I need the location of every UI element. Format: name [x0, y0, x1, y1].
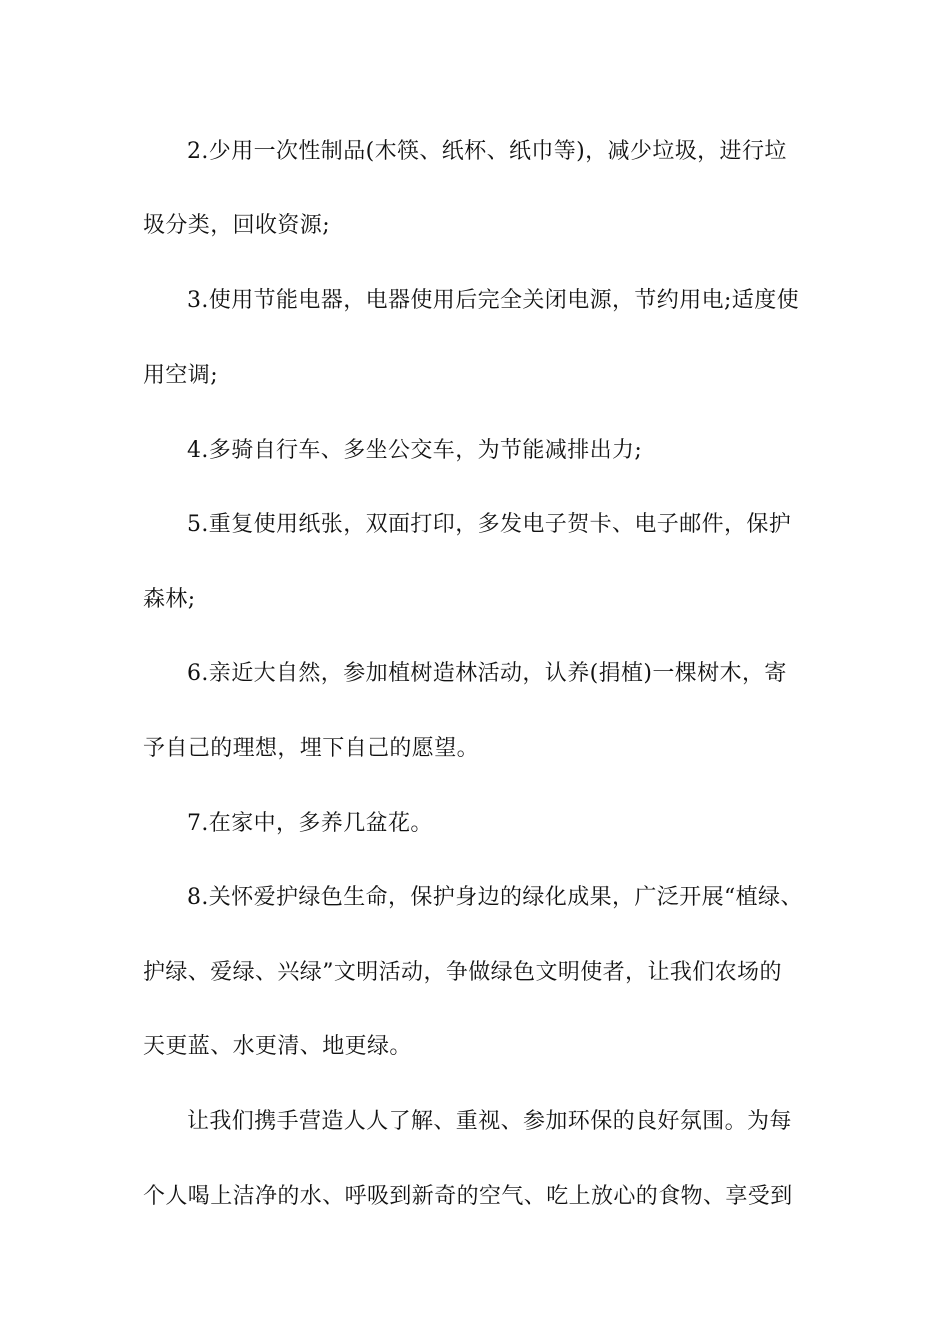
- text-line: 用空调;: [143, 363, 219, 388]
- text-line: 7.在家中，多养几盆花。: [187, 811, 433, 836]
- text-line: 8.关怀爱护绿色生命，保护身边的绿化成果，广泛开展“植绿、: [187, 885, 803, 910]
- text-line: 圾分类，回收资源;: [143, 213, 331, 238]
- text-line: 4.多骑自行车、多坐公交车，为节能减排出力;: [187, 438, 643, 463]
- text-line: 予自己的理想，埋下自己的愿望。: [143, 736, 480, 761]
- text-line: 3.使用节能电器，电器使用后完全关闭电源，节约用电;适度使: [187, 288, 800, 313]
- text-line: 个人喝上洁净的水、呼吸到新奇的空气、吃上放心的食物、享受到: [143, 1184, 793, 1209]
- text-line: 2.少用一次性制品(木筷、纸杯、纸巾等)，减少垃圾，进行垃: [187, 139, 787, 164]
- text-line: 5.重复使用纸张，双面打印，多发电子贺卡、电子邮件，保护: [187, 512, 792, 537]
- text-line: 护绿、爱绿、兴绿”文明活动，争做绿色文明使者，让我们农场的: [143, 960, 782, 985]
- text-line: 天更蓝、水更清、地更绿。: [143, 1034, 412, 1059]
- text-line: 让我们携手营造人人了解、重视、参加环保的良好氛围。为每: [187, 1109, 792, 1134]
- text-line: 6.亲近大自然，参加植树造林活动，认养(捐植)一棵树木，寄: [187, 661, 787, 686]
- text-line: 森林;: [143, 587, 196, 612]
